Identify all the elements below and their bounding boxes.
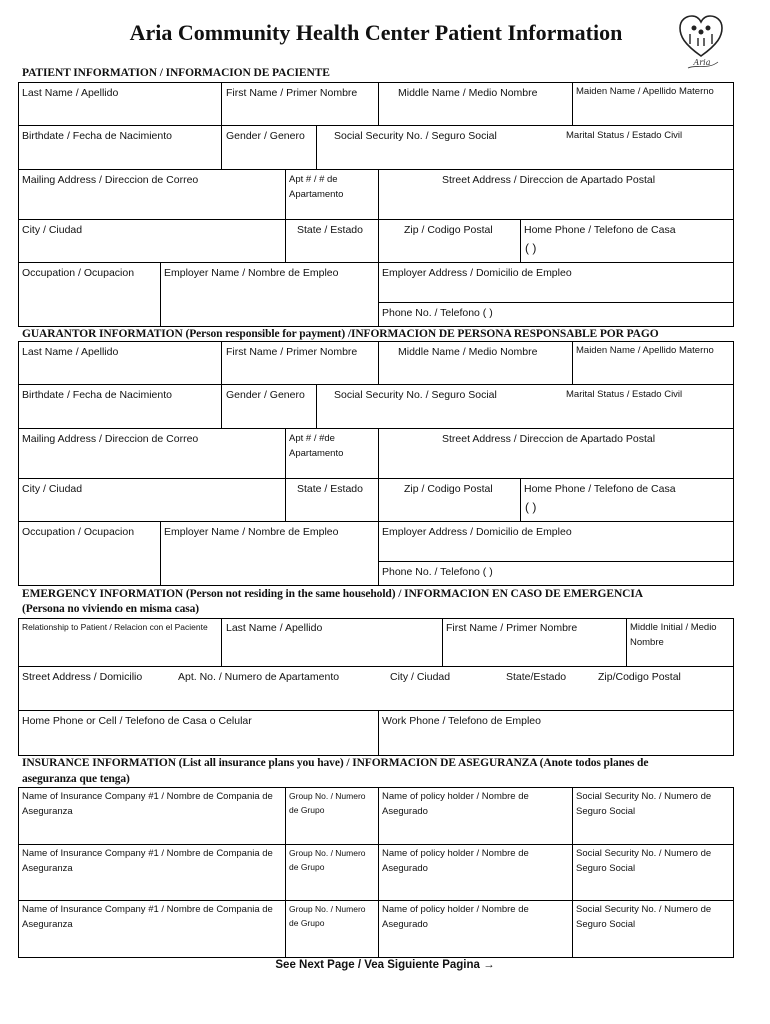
patient-employer-name-field[interactable]: Employer Name / Nombre de Empleo — [164, 267, 339, 279]
emergency-section-subheading: (Persona no viviendo en misma casa) — [22, 603, 199, 615]
emergency-street-field[interactable]: Street Address / Domicilio — [22, 671, 143, 683]
emergency-last-name-field[interactable]: Last Name / Apellido — [226, 622, 323, 634]
patient-birthdate-field[interactable]: Birthdate / Fecha de Nacimiento — [22, 130, 172, 142]
emergency-middle-initial-field[interactable]: Middle Initial / Medio Nombre — [630, 622, 717, 648]
guarantor-mailing-address-field[interactable]: Mailing Address / Direccion de Correo — [22, 433, 199, 445]
guarantor-middle-name-field[interactable]: Middle Name / Medio Nombre — [398, 346, 538, 358]
insurance-group-field[interactable]: Group No. / Numero de Grupo — [289, 904, 366, 928]
guarantor-marital-status-field[interactable]: Marital Status / Estado Civil — [566, 389, 683, 400]
guarantor-occupation-field[interactable]: Occupation / Ocupacion — [22, 526, 135, 538]
guarantor-employer-name-field[interactable]: Employer Name / Nombre de Empleo — [164, 526, 339, 538]
patient-city-field[interactable]: City / Ciudad — [22, 224, 83, 236]
guarantor-maiden-name-field[interactable]: Maiden Name / Apellido Materno — [576, 345, 714, 356]
patient-last-name-field[interactable]: Last Name / Apellido — [22, 87, 119, 99]
patient-occupation-field[interactable]: Occupation / Ocupacion — [22, 267, 135, 279]
insurance-ssn-field[interactable]: Social Security No. / Numero de Seguro Social — [576, 791, 712, 817]
patient-home-phone-field[interactable]: Home Phone / Telefono de Casa — [524, 224, 676, 236]
insurance-holder-field[interactable]: Name of policy holder / Nombre de Asegurado — [382, 791, 529, 817]
patient-middle-name-field[interactable]: Middle Name / Medio Nombre — [398, 87, 538, 99]
heart-logo-icon — [676, 12, 726, 72]
patient-first-name-field[interactable]: First Name / Primer Nombre — [226, 87, 358, 99]
insurance-holder-field[interactable]: Name of policy holder / Nombre de Asegurado — [382, 904, 529, 930]
patient-maiden-name-field[interactable]: Maiden Name / Apellido Materno — [576, 86, 714, 97]
insurance-group-field[interactable]: Group No. / Numero de Grupo — [289, 848, 366, 872]
patient-employer-address-field[interactable]: Employer Address / Domicilio de Empleo — [382, 267, 572, 279]
insurance-ssn-field[interactable]: Social Security No. / Numero de Seguro Social — [576, 904, 712, 930]
guarantor-street-address-field[interactable]: Street Address / Direccion de Apartado Postal — [442, 433, 656, 445]
patient-apt-field[interactable]: Apt # / # de Apartamento — [289, 174, 344, 200]
emergency-first-name-field[interactable]: First Name / Primer Nombre — [446, 622, 578, 634]
guarantor-area-code-parens: ( ) — [525, 500, 537, 514]
patient-marital-status-field[interactable]: Marital Status / Estado Civil — [566, 130, 683, 141]
emergency-zip-field[interactable]: Zip/Codigo Postal — [598, 671, 681, 683]
emergency-state-field[interactable]: State/Estado — [506, 671, 567, 683]
emergency-work-phone-field[interactable]: Work Phone / Telefono de Empleo — [382, 715, 541, 727]
guarantor-phone-field[interactable]: Phone No. / Telefono ( ) — [382, 566, 493, 578]
insurance-group-field[interactable]: Group No. / Numero de Grupo — [289, 791, 366, 815]
patient-state-field[interactable]: State / Estado — [297, 224, 363, 236]
guarantor-state-field[interactable]: State / Estado — [297, 483, 363, 495]
guarantor-last-name-field[interactable]: Last Name / Apellido — [22, 346, 119, 358]
emergency-section-heading: EMERGENCY INFORMATION (Person not residing in the same household) / INFORMACION EN CASO DE EMERGENCIA — [22, 588, 643, 600]
guarantor-city-field[interactable]: City / Ciudad — [22, 483, 83, 495]
guarantor-zip-field[interactable]: Zip / Codigo Postal — [404, 483, 493, 495]
insurance-holder-field[interactable]: Name of policy holder / Nombre de Asegurado — [382, 848, 529, 874]
guarantor-section-heading: GUARANTOR INFORMATION (Person responsible for payment) /INFORMACION DE PERSONA RESPONSABLE POR PAGO — [22, 328, 659, 340]
logo-signature: Aria — [693, 58, 711, 67]
guarantor-home-phone-field[interactable]: Home Phone / Telefono de Casa — [524, 483, 676, 495]
guarantor-ssn-field[interactable]: Social Security No. / Seguro Social — [334, 389, 497, 401]
insurance-company-field[interactable]: Name of Insurance Company #1 / Nombre de Compania de Aseguranza — [22, 791, 273, 817]
emergency-city-field[interactable]: City / Ciudad — [390, 671, 451, 683]
insurance-section-subheading: aseguranza que tenga) — [22, 773, 130, 785]
patient-section-heading: PATIENT INFORMATION / INFORMACION DE PACIENTE — [22, 67, 330, 79]
emergency-relationship-field[interactable]: Relationship to Patient / Relacion con el Paciente — [22, 622, 208, 632]
guarantor-employer-address-field[interactable]: Employer Address / Domicilio de Empleo — [382, 526, 572, 538]
next-page-note: See Next Page / Vea Siguiente Pagina → — [275, 959, 495, 971]
patient-phone-field[interactable]: Phone No. / Telefono ( ) — [382, 307, 493, 319]
emergency-apt-field[interactable]: Apt. No. / Numero de Apartamento — [178, 671, 340, 683]
patient-area-code-parens: ( ) — [525, 241, 537, 255]
guarantor-gender-field[interactable]: Gender / Genero — [226, 389, 305, 401]
patient-zip-field[interactable]: Zip / Codigo Postal — [404, 224, 493, 236]
emergency-home-phone-field[interactable]: Home Phone or Cell / Telefono de Casa o Celular — [22, 715, 252, 727]
patient-mailing-address-field[interactable]: Mailing Address / Direccion de Correo — [22, 174, 199, 186]
guarantor-birthdate-field[interactable]: Birthdate / Fecha de Nacimiento — [22, 389, 172, 401]
patient-gender-field[interactable]: Gender / Genero — [226, 130, 305, 142]
guarantor-apt-field[interactable]: Apt # / #de Apartamento — [289, 433, 344, 459]
guarantor-first-name-field[interactable]: First Name / Primer Nombre — [226, 346, 358, 358]
patient-street-address-field[interactable]: Street Address / Direccion de Apartado Postal — [442, 174, 656, 186]
patient-form — [18, 82, 734, 327]
insurance-ssn-field[interactable]: Social Security No. / Numero de Seguro Social — [576, 848, 712, 874]
insurance-company-field[interactable]: Name of Insurance Company #1 / Nombre de Compania de Aseguranza — [22, 904, 273, 930]
insurance-company-field[interactable]: Name of Insurance Company #1 / Nombre de Compania de Aseguranza — [22, 848, 273, 874]
insurance-section-heading: INSURANCE INFORMATION (List all insurance plans you have) / INFORMACION DE ASEGURANZA (Anote todos planes de — [22, 757, 649, 769]
guarantor-form — [18, 341, 734, 586]
page-title: Aria Community Health Center Patient Information — [129, 20, 623, 45]
patient-ssn-field[interactable]: Social Security No. / Seguro Social — [334, 130, 497, 142]
